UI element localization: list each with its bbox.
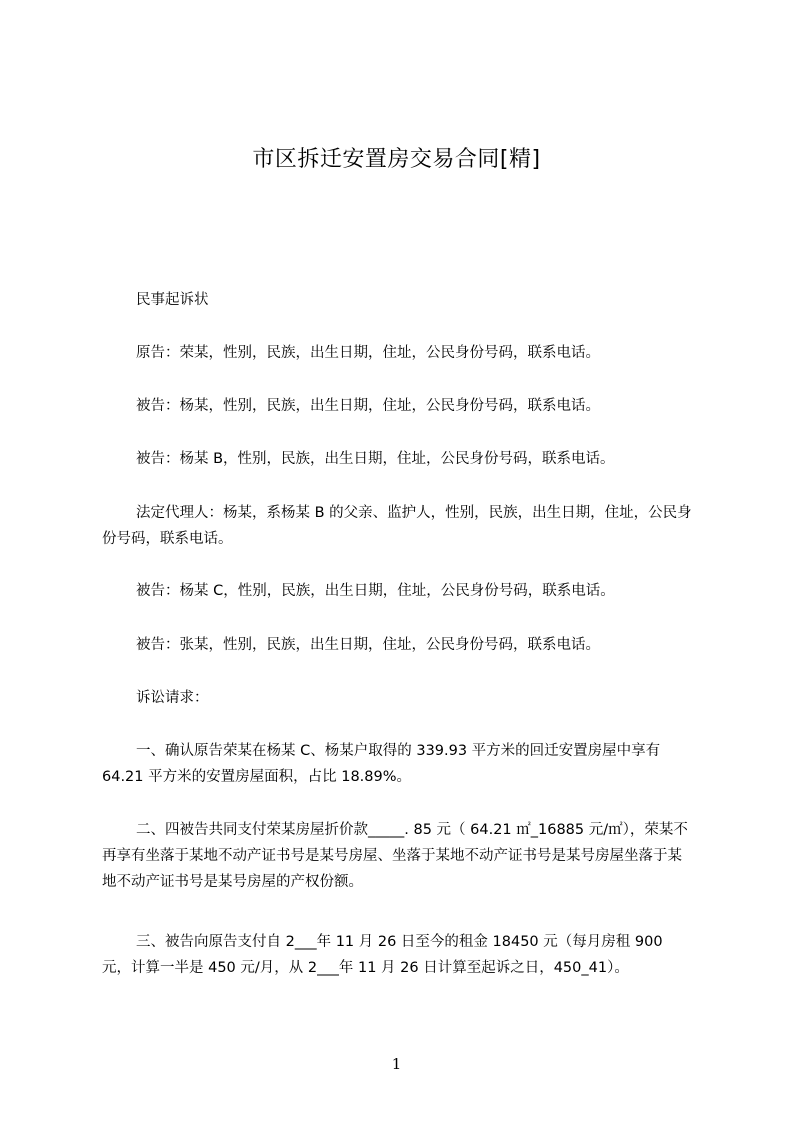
party-defendant-3: 被告：杨某 C，性别，民族，出生日期，住址，公民身份号码，联系电话。 xyxy=(136,583,615,599)
document-title: 市区拆迁安置房交易合同[精] xyxy=(252,147,541,172)
page-number: 1 xyxy=(391,1055,402,1073)
claims-heading: 诉讼请求： xyxy=(136,690,209,706)
claim-item-1: 一、确认原告荣某在杨某 C、杨某户取得的 339.93 平方米的回迁安置房屋中享有 64.21 平方米的安置房屋面积，占比 18.89%。 xyxy=(102,743,661,785)
party-defendant-2: 被告：杨某 B，性别，民族，出生日期，住址，公民身份号码，联系电话。 xyxy=(136,451,615,467)
section-heading: 民事起诉状 xyxy=(136,292,209,308)
party-legal-representative: 法定代理人：杨某，系杨某 B 的父亲、监护人，性别，民族，出生日期，住址，公民身份号码，联系电话。 xyxy=(102,505,692,547)
claim-item-3: 三、被告向原告支付自 2___年 11 月 26 日至今的租金 18450 元（每月房租 900 元，计算一半是 450 元/月，从 2___年 11 月 26 日计算至起诉之日，450_41）。 xyxy=(102,934,663,976)
party-defendant-4: 被告：张某，性别，民族，出生日期，住址，公民身份号码，联系电话。 xyxy=(136,637,600,653)
party-plaintiff: 原告：荣某，性别，民族，出生日期，住址，公民身份号码，联系电话。 xyxy=(136,345,600,361)
party-defendant-1: 被告：杨某，性别，民族，出生日期，住址，公民身份号码，联系电话。 xyxy=(136,398,600,414)
claim-item-2: 二、四被告共同支付荣某房屋折价款_____. 85 元（ 64.21 ㎡_16885 元/㎡），荣某不再享有坐落于某地不动产证书号是某号房屋、坐落于某地不动产证书号是某号房屋坐落于某地不动产证书号是某号房屋的产权份额。 xyxy=(102,822,688,890)
